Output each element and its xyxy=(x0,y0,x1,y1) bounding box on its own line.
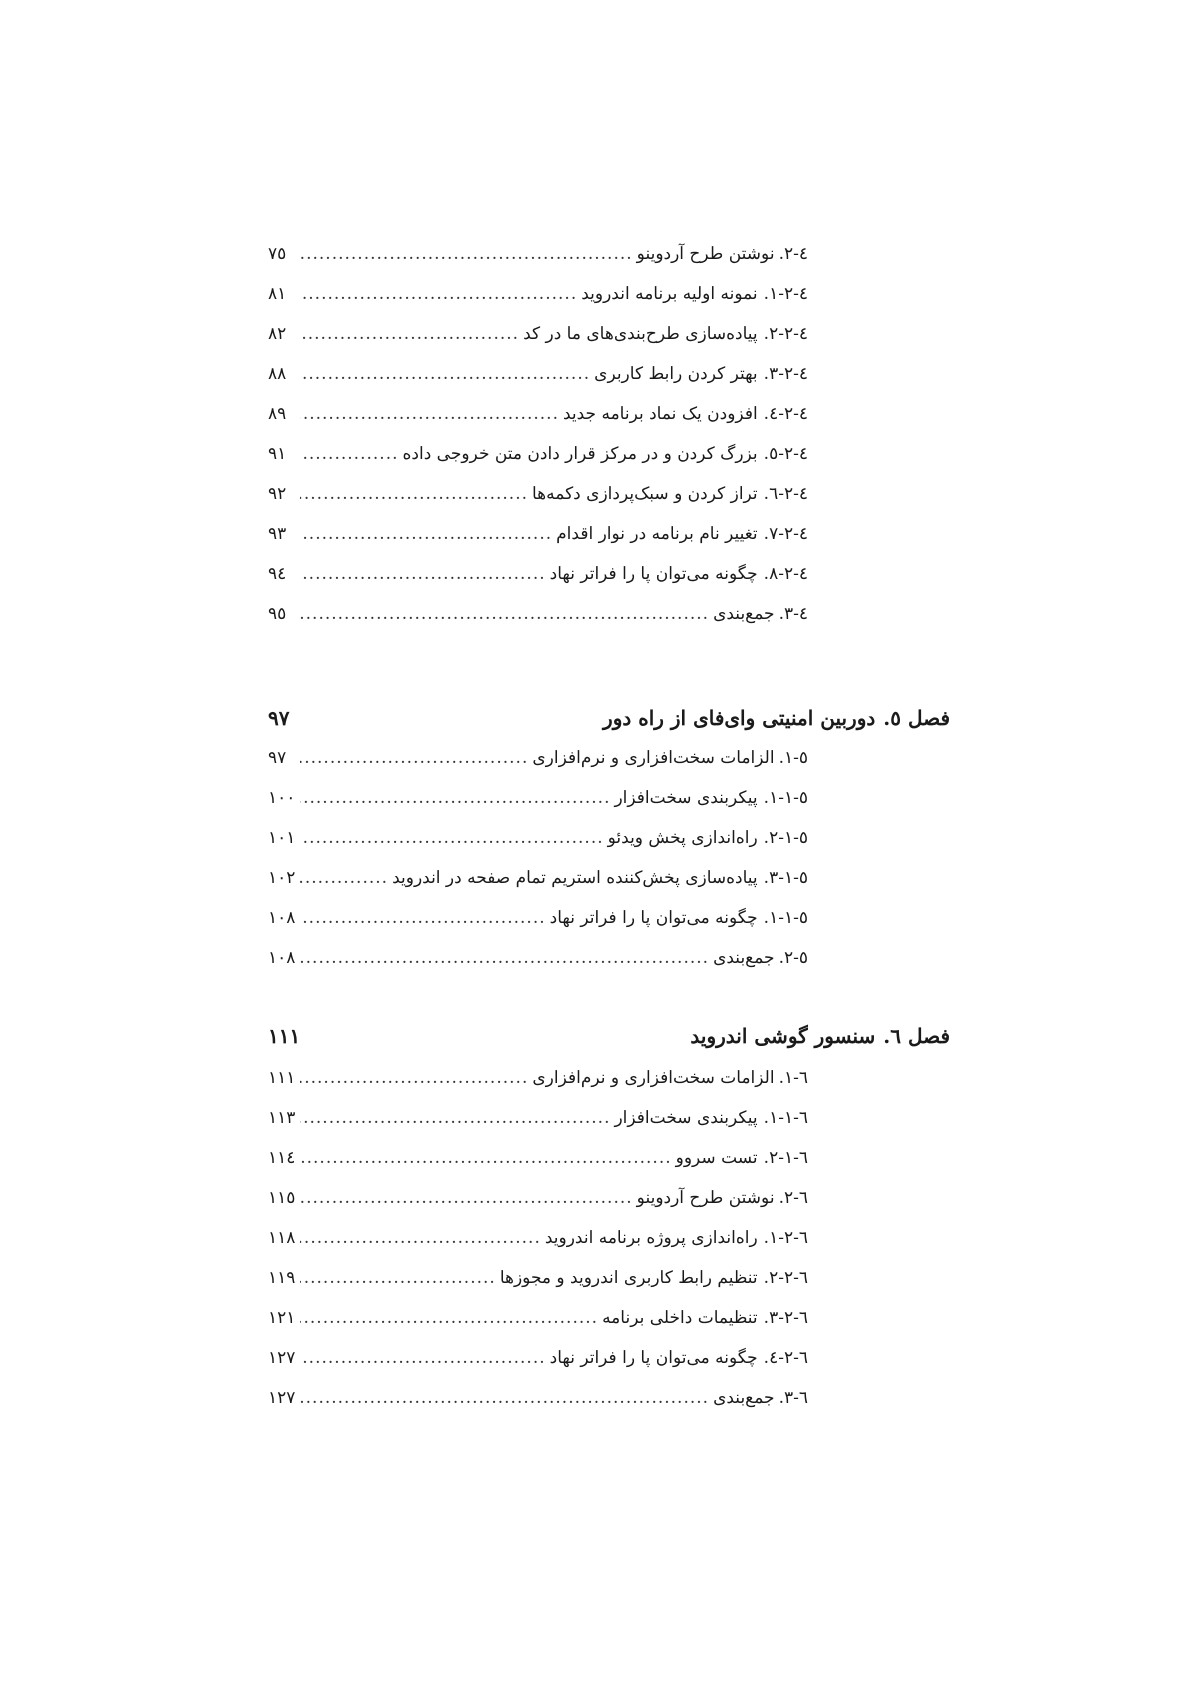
toc-entry-page: ٧٥ xyxy=(268,244,287,264)
toc-entry xyxy=(268,474,878,514)
toc-entry-number: ٤-٢-١. xyxy=(763,284,808,304)
toc-entry-title: راه‌اندازی پخش ویدئو xyxy=(607,828,758,848)
toc-entry-page: ١٠٢ xyxy=(268,868,296,888)
toc-entry-number: ٦-٢-٢. xyxy=(763,1268,808,1288)
toc-entry xyxy=(268,738,878,778)
chapter-label: فصل ٥. xyxy=(883,706,950,730)
toc-leader-dots xyxy=(300,1138,672,1178)
toc-entry-page: ٩٥ xyxy=(268,604,287,624)
toc-entry-page: ١١٤ xyxy=(268,1148,296,1168)
toc-entry-number: ٦-١-٢. xyxy=(763,1148,808,1168)
toc-section-5 xyxy=(268,738,878,978)
toc-entry xyxy=(268,1258,878,1298)
toc-entry-number: ٦-١. xyxy=(778,1068,808,1088)
toc-entry-title: افزودن یک نماد برنامه جدید xyxy=(562,404,758,424)
toc-entry-number: ٦-١-١. xyxy=(763,1108,808,1128)
toc-entry-title: تنظیمات داخلی برنامه xyxy=(602,1308,758,1328)
toc-entry xyxy=(268,314,878,354)
toc-entry-number: ٥-٢. xyxy=(778,948,808,968)
chapter-title: سنسور گوشی اندروید xyxy=(690,1024,876,1048)
toc-entry xyxy=(268,858,878,898)
chapter-page: ٩٧ xyxy=(268,706,290,730)
toc-entry-title: الزامات سخت‌افزاری و نرم‌افزاری xyxy=(532,1068,775,1088)
toc-entry-page: ١٠٨ xyxy=(268,948,296,968)
toc-entry-page: ٩٣ xyxy=(268,524,287,544)
toc-entry-title: چگونه می‌توان پا را فراتر نهاد xyxy=(549,908,758,928)
toc-entry-number: ٤-٢-٨. xyxy=(763,564,808,584)
toc-leader-dots xyxy=(300,354,590,394)
toc-entry-page: ١٠٠ xyxy=(268,788,296,808)
toc-entry-title: نوشتن طرح آردوینو xyxy=(636,1188,775,1208)
toc-entry-number: ٤-٢-٧. xyxy=(763,524,808,544)
toc-entry-page: ١٠١ xyxy=(268,828,296,848)
toc-entry-page: ١١٨ xyxy=(268,1228,296,1248)
toc-entry-number: ٤-٢-٣. xyxy=(763,364,808,384)
toc-leader-dots xyxy=(300,1218,541,1258)
toc-leader-dots xyxy=(300,314,519,354)
toc-entry-title: پیاده‌سازی طرح‌بندی‌های ما در کد xyxy=(523,324,758,344)
toc-entry xyxy=(268,1138,878,1178)
toc-entry-number: ٥-١-٣. xyxy=(763,868,808,888)
toc-entry-number: ٥-١-١. xyxy=(763,788,808,808)
toc-entry-number: ٦-٢-٤. xyxy=(763,1348,808,1368)
toc-entry xyxy=(268,1178,878,1218)
toc-entry-page: ٩٧ xyxy=(268,748,287,768)
toc-entry xyxy=(268,594,878,634)
toc-entry-number: ٦-٢. xyxy=(778,1188,808,1208)
toc-entry-title: پیکربندی سخت‌افزار xyxy=(614,788,758,808)
toc-leader-dots xyxy=(300,434,399,474)
toc-entry-page: ١٠٨ xyxy=(268,908,296,928)
toc-entry-number: ٦-٢-١. xyxy=(763,1228,808,1248)
toc-entry-title: پیاده‌سازی پخش‌کننده استریم تمام صفحه در اندروید xyxy=(392,868,758,888)
toc-entry-page: ١٢٧ xyxy=(268,1388,296,1408)
toc-leader-dots xyxy=(300,514,552,554)
toc-entry-page: ١٢٧ xyxy=(268,1348,296,1368)
chapter-page: ١١١ xyxy=(268,1024,301,1048)
toc-leader-dots xyxy=(300,778,610,818)
toc-section-6 xyxy=(268,1058,878,1418)
toc-leader-dots xyxy=(300,554,546,594)
toc-leader-dots xyxy=(300,938,709,978)
toc-entry xyxy=(268,1098,878,1138)
toc-entry-page: ٨٢ xyxy=(268,324,287,344)
toc-leader-dots xyxy=(300,594,709,634)
toc-leader-dots xyxy=(300,898,546,938)
toc-entry-title: تنظیم رابط کاربری اندروید و مجوزها xyxy=(499,1268,758,1288)
toc-entry-title: جمع‌بندی xyxy=(713,1388,775,1408)
toc-entry-page: ١١٥ xyxy=(268,1188,296,1208)
toc-entry-page: ١١٩ xyxy=(268,1268,296,1288)
toc-entry-page: ١٢١ xyxy=(268,1308,296,1328)
chapter-label: فصل ٦. xyxy=(883,1024,950,1048)
toc-entry-title: الزامات سخت‌افزاری و نرم‌افزاری xyxy=(532,748,775,768)
chapter-title: دوربین امنیتی وای‌فای از راه دور xyxy=(603,706,876,730)
toc-entry-number: ٥-١. xyxy=(778,748,808,768)
toc-entry-title: تراز کردن و سبک‌پردازی دکمه‌ها xyxy=(532,484,758,504)
toc-entry xyxy=(268,1058,878,1098)
toc-entry-title: راه‌اندازی پروژه برنامه اندروید xyxy=(544,1228,758,1248)
toc-leader-dots xyxy=(300,818,604,858)
toc-entry-page: ١١٣ xyxy=(268,1108,296,1128)
toc-entry-title: تغییر نام برنامه در نوار اقدام xyxy=(556,524,758,544)
toc-entry-title: چگونه می‌توان پا را فراتر نهاد xyxy=(549,564,758,584)
toc-leader-dots xyxy=(300,1178,633,1218)
toc-leader-dots xyxy=(300,274,577,314)
toc-entry-page: ٨١ xyxy=(268,284,287,304)
toc-entry-page: ٩١ xyxy=(268,444,287,464)
toc-leader-dots xyxy=(300,474,528,514)
toc-leader-dots xyxy=(300,234,633,274)
toc-entry-number: ٤-٢-٦. xyxy=(763,484,808,504)
toc-leader-dots xyxy=(300,858,388,898)
toc-entry-title: نوشتن طرح آردوینو xyxy=(636,244,775,264)
toc-entry xyxy=(268,1298,878,1338)
toc-entry-title: نمونه اولیه برنامه اندروید xyxy=(581,284,758,304)
toc-entry-title: بزرگ کردن و در مرکز قرار دادن متن خروجی داده xyxy=(402,444,758,464)
toc-entry-page: ٩٤ xyxy=(268,564,287,584)
toc-entry xyxy=(268,1378,878,1418)
toc-entry xyxy=(268,234,878,274)
toc-leader-dots xyxy=(300,394,559,434)
toc-entry-number: ٦-٢-٣. xyxy=(763,1308,808,1328)
toc-entry-number: ٤-٢-٥. xyxy=(763,444,808,464)
toc-entry-page: ٨٩ xyxy=(268,404,287,424)
toc-leader-dots xyxy=(300,738,528,778)
toc-entry-title: بهتر کردن رابط کاربری xyxy=(594,364,758,384)
toc-entry-page: ٩٢ xyxy=(268,484,287,504)
toc-entry-title: پیکربندی سخت‌افزار xyxy=(614,1108,758,1128)
toc-entry xyxy=(268,554,878,594)
chapter-heading xyxy=(268,698,950,738)
chapter-heading xyxy=(268,1016,950,1056)
toc-entry xyxy=(268,818,878,858)
toc-entry xyxy=(268,394,878,434)
toc-leader-dots xyxy=(300,1058,528,1098)
toc-entry xyxy=(268,938,878,978)
toc-entry xyxy=(268,898,878,938)
toc-entry-number: ٤-٣. xyxy=(778,604,808,624)
toc-entry-title: جمع‌بندی xyxy=(713,604,775,624)
toc-entry xyxy=(268,1338,878,1378)
toc-entry-page: ١١١ xyxy=(268,1068,296,1088)
toc-section-4 xyxy=(268,234,878,634)
toc-entry-title: چگونه می‌توان پا را فراتر نهاد xyxy=(549,1348,758,1368)
toc-leader-dots xyxy=(300,1098,610,1138)
toc-leader-dots xyxy=(300,1298,598,1338)
toc-entry-number: ٤-٢-٢. xyxy=(763,324,808,344)
toc-entry xyxy=(268,354,878,394)
toc-entry-number: ٦-٣. xyxy=(778,1388,808,1408)
toc-entry-number: ٤-٢. xyxy=(778,244,808,264)
toc-entry xyxy=(268,434,878,474)
toc-entry-title: تست سروو xyxy=(675,1148,758,1168)
toc-entry-title: جمع‌بندی xyxy=(713,948,775,968)
toc-entry-number: ٤-٢-٤. xyxy=(763,404,808,424)
toc-leader-dots xyxy=(300,1338,546,1378)
toc-leader-dots xyxy=(300,1258,496,1298)
toc-entry-number: ٥-١-٢. xyxy=(763,828,808,848)
toc-entry-number: ٥-١-١. xyxy=(763,908,808,928)
toc-leader-dots xyxy=(300,1378,709,1418)
toc-entry xyxy=(268,778,878,818)
toc-entry xyxy=(268,1218,878,1258)
toc-entry xyxy=(268,514,878,554)
toc-entry xyxy=(268,274,878,314)
toc-entry-page: ٨٨ xyxy=(268,364,287,384)
